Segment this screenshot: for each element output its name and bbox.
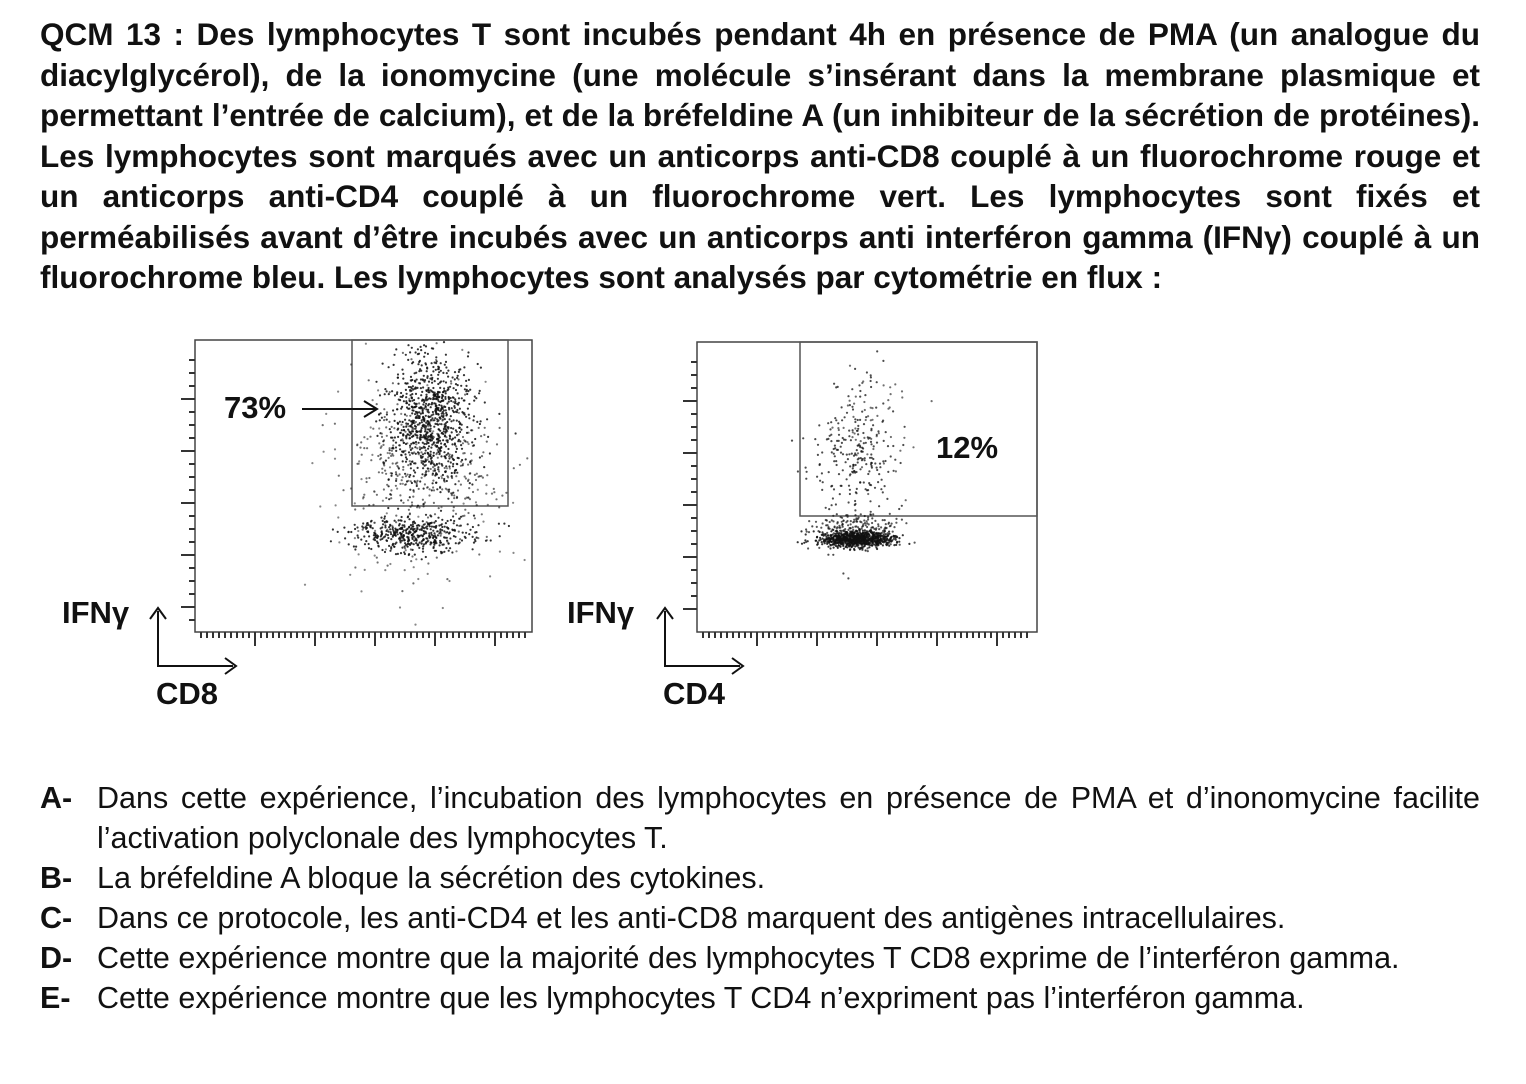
y-axis-label-cd8: IFNγ [62, 595, 130, 630]
answer-item-d[interactable] [40, 938, 1480, 978]
answer-text: Cette expérience montre que la majorité des lymphocytes T CD8 exprime de l’interféron gamma. [97, 941, 1400, 975]
answer-text: Dans ce protocole, les anti-CD4 et les anti-CD8 marquent des antigènes intracellulaires. [97, 901, 1286, 935]
question-text: QCM 13 : Des lymphocytes T sont incubés pendant 4h en présence de PMA (un analogue du diacylglycérol), de la ionomycine (une molécule s’insérant dans la membrane plasmique et permettant l’entrée de calcium), et de la bréfeldine A (un inhibiteur de la sécrétion de protéines). Les lymphocytes sont marqués avec un anticorps anti-CD8 couplé à un fluorochrome rouge et un anticorps anti-CD4 couplé à un fluorochrome vert. Les lymphocytes sont fixés et perméabilisés avant d’être incubés avec un anticorps anti interféron gamma (IFNγ) couplé à un fluorochrome bleu. Les lymphocytes sont analysés par cytométrie en flux : [40, 16, 1480, 295]
answer-text: Cette expérience montre que les lymphocytes T CD4 n’expriment pas l’interféron gamma. [97, 981, 1305, 1015]
gate-rectangle [800, 342, 1037, 516]
flow-plot-cd4-graphic [0, 0, 1100, 720]
gate-percent-cd8: 73% [224, 390, 287, 425]
answer-list [40, 778, 1480, 1018]
x-axis-label-cd8: CD8 [156, 676, 219, 711]
answer-letter: D- [40, 941, 73, 975]
gate-percent-cd4: 12% [936, 430, 999, 465]
answer-letter: E- [40, 981, 71, 1015]
answer-text: La bréfeldine A bloque la sécrétion des cytokines. [97, 861, 766, 895]
y-axis-ticks [683, 362, 697, 609]
answer-item-c[interactable] [40, 898, 1480, 938]
plot-frame [697, 342, 1037, 632]
scatter-points [791, 350, 933, 579]
answer-letter: B- [40, 861, 73, 895]
answer-text: Dans cette expérience, l’incubation des lymphocytes en présence de PMA et d’inonomycine facilite l’activation polyclonale des lymphocytes T. [97, 781, 1480, 855]
y-axis-label-cd4: IFNγ [567, 595, 635, 630]
answer-item-e[interactable] [40, 978, 1480, 1018]
answer-item-b[interactable] [40, 858, 1480, 898]
x-axis-ticks [703, 632, 1027, 646]
flow-plot-cd4 [0, 0, 1, 1]
answer-letter: C- [40, 901, 73, 935]
answer-item-a[interactable] [40, 778, 1480, 858]
answer-letter: A- [40, 781, 73, 815]
axis-arrow-lines [665, 611, 740, 666]
x-axis-label-cd4: CD4 [663, 676, 726, 711]
